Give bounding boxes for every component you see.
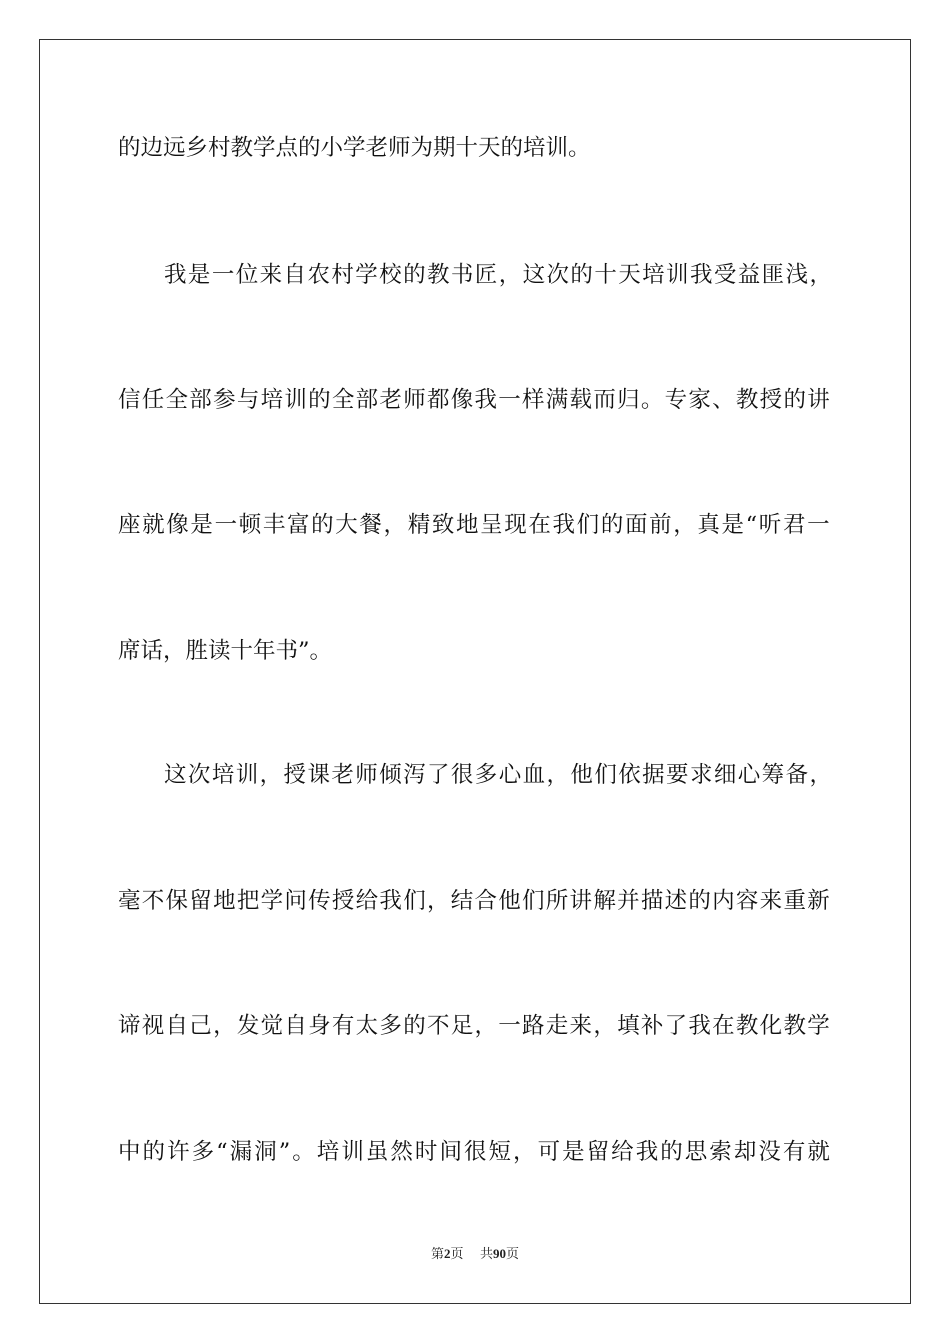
text-char: 受 <box>713 262 737 288</box>
text-char: ， <box>593 1013 616 1039</box>
text-char: 听 <box>758 512 782 538</box>
text-char: 来 <box>759 888 783 914</box>
text-char: 满 <box>545 387 569 413</box>
text-char: 走 <box>545 1013 569 1039</box>
text-char: 把 <box>236 888 260 914</box>
text-char: 我 <box>474 387 497 413</box>
text-char: 然 <box>390 1139 413 1165</box>
text-char: 很 <box>450 762 474 788</box>
text-line-4 <box>118 510 830 540</box>
text-char: 是 <box>721 512 745 538</box>
text-char: 不 <box>426 1013 450 1039</box>
text-char: 可 <box>537 1139 561 1165</box>
text-char: 训 <box>284 387 307 413</box>
text-char: 身 <box>308 1013 331 1039</box>
text-char: 留 <box>586 1139 610 1165</box>
text-char: 有 <box>331 1013 355 1039</box>
text-char: 像 <box>166 512 189 538</box>
text-char: 座 <box>118 512 141 538</box>
text-char: 填 <box>617 1013 640 1039</box>
text-char: 信 <box>118 387 141 413</box>
text-char: 漏 <box>229 1139 253 1165</box>
footer-page-number: 2 <box>443 1246 451 1261</box>
text-char: 教 <box>783 1013 806 1039</box>
text-line-1: 的边远乡村教学点的小学老师为期十天的培训。 <box>118 135 591 161</box>
text-char: 训 <box>235 762 259 788</box>
text-char: 这 <box>522 262 546 288</box>
text-char: 培 <box>642 262 665 288</box>
text-char: 足 <box>450 1013 474 1039</box>
text-char: 描 <box>640 888 664 914</box>
text-char: 多 <box>379 1013 402 1039</box>
text-char: 部 <box>189 387 212 413</box>
text-char: 求 <box>689 762 713 788</box>
text-char: 多 <box>191 1139 215 1165</box>
text-char: 了 <box>426 762 450 788</box>
text-char: 样 <box>522 387 545 413</box>
text-char: 归 <box>617 387 640 413</box>
text-char: 在 <box>528 512 551 538</box>
text-char: 是 <box>190 512 213 538</box>
text-char: 一 <box>211 262 235 288</box>
text-char: 讲 <box>807 387 830 413</box>
footer-total-pages: 90 <box>493 1246 507 1261</box>
text-char: 发 <box>236 1013 260 1039</box>
text-char: “ <box>745 512 758 538</box>
text-char: 的 <box>142 1139 166 1165</box>
text-char: 许 <box>167 1139 190 1165</box>
footer-total-suffix: 页 <box>506 1247 520 1262</box>
text-char: 的 <box>570 262 593 288</box>
text-char: 多 <box>474 762 498 788</box>
text-char: 传 <box>308 888 331 914</box>
footer-page-suffix: 页 <box>450 1247 464 1262</box>
text-char: 所 <box>545 888 569 914</box>
text-char: 备 <box>785 762 809 788</box>
text-char: 大 <box>335 512 358 538</box>
text-char: ， <box>498 262 522 288</box>
text-char: 有 <box>782 1139 806 1165</box>
text-line-6 <box>164 760 832 790</box>
text-char: 匠 <box>474 262 498 288</box>
text-char: 的 <box>403 1013 426 1039</box>
text-char: 觉 <box>260 1013 284 1039</box>
text-char: 问 <box>284 888 307 914</box>
footer-total-prefix: 共 <box>480 1247 494 1262</box>
text-char: “ <box>216 1139 228 1165</box>
text-char: 谛 <box>118 1013 141 1039</box>
text-char: 太 <box>355 1013 379 1039</box>
text-char: 留 <box>189 888 212 914</box>
text-line-7 <box>118 886 830 916</box>
text-char: 时 <box>414 1139 438 1165</box>
text-char: 我 <box>164 262 187 288</box>
text-char: 思 <box>684 1139 708 1165</box>
text-char: 自 <box>165 1013 189 1039</box>
text-char: 他 <box>570 762 593 788</box>
text-char: 洞 <box>254 1139 277 1165</box>
text-char: 全 <box>331 387 355 413</box>
text-char: 讲 <box>569 888 593 914</box>
text-char: 校 <box>379 262 402 288</box>
text-char: 位 <box>235 262 259 288</box>
text-char: 家 <box>688 387 711 413</box>
text-char: 己 <box>189 1013 212 1039</box>
text-char: 一 <box>214 512 238 538</box>
text-char: 课 <box>307 762 330 788</box>
text-char: 倾 <box>379 762 402 788</box>
text-char: 授 <box>331 888 355 914</box>
text-char: 学 <box>355 262 378 288</box>
text-char: 地 <box>213 888 236 914</box>
text-char: 餐 <box>359 512 382 538</box>
text-char: 索 <box>709 1139 732 1165</box>
text-char: 路 <box>522 1013 545 1039</box>
text-char: 。 <box>292 1139 315 1165</box>
text-char: 保 <box>165 888 189 914</box>
text-char: 一 <box>807 512 830 538</box>
text-char: 我 <box>552 512 576 538</box>
text-char: 呈 <box>480 512 503 538</box>
text-char: 村 <box>331 262 354 288</box>
footer-prefix: 第 <box>430 1247 444 1262</box>
text-char: 泻 <box>403 762 426 788</box>
text-char: 前 <box>649 512 672 538</box>
text-line-8 <box>118 1011 830 1041</box>
text-char: 农 <box>307 262 330 288</box>
text-line-3 <box>118 385 830 415</box>
text-char: 参 <box>213 387 236 413</box>
text-char: 血 <box>522 762 546 788</box>
text-char: 培 <box>211 762 235 788</box>
text-char: 的 <box>308 387 331 413</box>
text-char: 富 <box>286 512 310 538</box>
text-char: 培 <box>316 1139 340 1165</box>
text-char: 老 <box>379 387 402 413</box>
text-char: 我 <box>379 888 402 914</box>
text-char: 精 <box>407 512 431 538</box>
text-char: 就 <box>807 1139 830 1165</box>
text-line-5: 席话，胜读十年书”。 <box>118 638 333 664</box>
text-char: 一 <box>498 387 521 413</box>
text-char: 与 <box>236 387 260 413</box>
text-char: 都 <box>426 387 450 413</box>
text-char: 授 <box>283 762 307 788</box>
text-char: ， <box>259 762 283 788</box>
text-char: 现 <box>504 512 527 538</box>
text-char: 不 <box>141 888 165 914</box>
text-char: 教 <box>735 1013 759 1039</box>
text-char: 结 <box>450 888 474 914</box>
text-char: 细 <box>713 762 737 788</box>
text-char: 自 <box>283 262 307 288</box>
text-char: 依 <box>618 762 641 788</box>
text-char: 任 <box>141 387 165 413</box>
text-char: 中 <box>118 1139 141 1165</box>
text-char: 自 <box>284 1013 307 1039</box>
text-char: ， <box>383 512 407 538</box>
text-char: 的 <box>311 512 334 538</box>
text-char: 们 <box>522 888 545 914</box>
text-char: 天 <box>618 262 641 288</box>
text-char: 新 <box>807 888 830 914</box>
text-char: 学 <box>260 888 284 914</box>
text-char: 重 <box>783 888 806 914</box>
text-char: ， <box>474 1013 497 1039</box>
text-char: 就 <box>142 512 165 538</box>
text-char: 培 <box>260 387 284 413</box>
text-char: 心 <box>498 762 522 788</box>
text-char: 补 <box>640 1013 664 1039</box>
text-char: 内 <box>712 888 735 914</box>
text-char: 致 <box>431 512 455 538</box>
text-char: 学 <box>807 1013 830 1039</box>
text-char: ， <box>426 888 450 914</box>
text-char: ， <box>809 262 832 288</box>
text-char: 次 <box>187 762 211 788</box>
text-char: 间 <box>439 1139 462 1165</box>
text-char: ， <box>546 762 570 788</box>
text-char: 训 <box>666 262 689 288</box>
text-char: 我 <box>635 1139 659 1165</box>
text-char: 面 <box>624 512 648 538</box>
text-char: 而 <box>593 387 616 413</box>
text-char: 载 <box>569 387 593 413</box>
text-char: 是 <box>187 262 211 288</box>
text-char: 师 <box>355 762 378 788</box>
text-char: 虽 <box>365 1139 389 1165</box>
text-char: 一 <box>498 1013 521 1039</box>
text-char: 我 <box>689 262 713 288</box>
text-char: 的 <box>403 262 426 288</box>
text-char: 毫 <box>118 888 141 914</box>
text-char: 全 <box>165 387 189 413</box>
text-char: 在 <box>712 1013 735 1039</box>
text-char: 并 <box>617 888 640 914</box>
text-char: 了 <box>664 1013 688 1039</box>
text-char: 我 <box>688 1013 711 1039</box>
text-char: 丰 <box>262 512 286 538</box>
text-char: 老 <box>331 762 354 788</box>
text-char: 训 <box>341 1139 364 1165</box>
page-border <box>39 39 911 1304</box>
text-char: 的 <box>688 888 711 914</box>
text-char: 的 <box>600 512 624 538</box>
text-char: 、 <box>712 387 735 413</box>
text-char: 真 <box>697 512 720 538</box>
text-char: ， <box>213 1013 236 1039</box>
text-char: 筹 <box>761 762 785 788</box>
text-char: 们 <box>403 888 426 914</box>
text-char: 益 <box>737 262 761 288</box>
text-char: 匪 <box>761 262 785 288</box>
text-char: 述 <box>664 888 688 914</box>
text-char: ， <box>809 762 832 788</box>
text-char: 的 <box>660 1139 683 1165</box>
text-char: ， <box>513 1139 536 1165</box>
text-char: 容 <box>735 888 759 914</box>
text-char: 的 <box>783 387 806 413</box>
text-line-2 <box>164 260 832 290</box>
text-char: 授 <box>759 387 783 413</box>
text-char: 专 <box>664 387 688 413</box>
text-line-9 <box>118 1137 830 1167</box>
text-char: 顿 <box>238 512 262 538</box>
text-char: 这 <box>164 762 187 788</box>
text-char: 像 <box>450 387 474 413</box>
text-char: 他 <box>498 888 521 914</box>
text-char: 师 <box>403 387 426 413</box>
text-char: 们 <box>594 762 617 788</box>
text-char: 短 <box>488 1139 512 1165</box>
text-char: 是 <box>562 1139 585 1165</box>
text-char: 浅 <box>785 262 809 288</box>
page-footer <box>0 1245 950 1264</box>
text-char: 教 <box>426 262 450 288</box>
text-char: 来 <box>259 262 283 288</box>
text-char: 据 <box>642 762 665 788</box>
text-char: 来 <box>569 1013 593 1039</box>
text-char: 给 <box>355 888 379 914</box>
text-char: 合 <box>474 888 497 914</box>
text-char: 次 <box>546 262 570 288</box>
text-char: 心 <box>737 762 761 788</box>
text-char: 地 <box>455 512 479 538</box>
text-char: 化 <box>759 1013 783 1039</box>
text-char: 要 <box>666 762 689 788</box>
text-char: 却 <box>733 1139 757 1165</box>
text-char: 视 <box>141 1013 165 1039</box>
text-char: 很 <box>463 1139 487 1165</box>
text-char: 教 <box>735 387 759 413</box>
text-char: 君 <box>782 512 806 538</box>
text-char: ， <box>673 512 696 538</box>
text-char: 。 <box>640 387 664 413</box>
text-char: 没 <box>758 1139 781 1165</box>
text-char: 给 <box>611 1139 634 1165</box>
text-char: 书 <box>450 262 474 288</box>
text-char: ” <box>278 1139 291 1165</box>
text-char: 部 <box>355 387 379 413</box>
text-char: 十 <box>594 262 617 288</box>
text-char: 解 <box>593 888 616 914</box>
text-char: 们 <box>576 512 600 538</box>
